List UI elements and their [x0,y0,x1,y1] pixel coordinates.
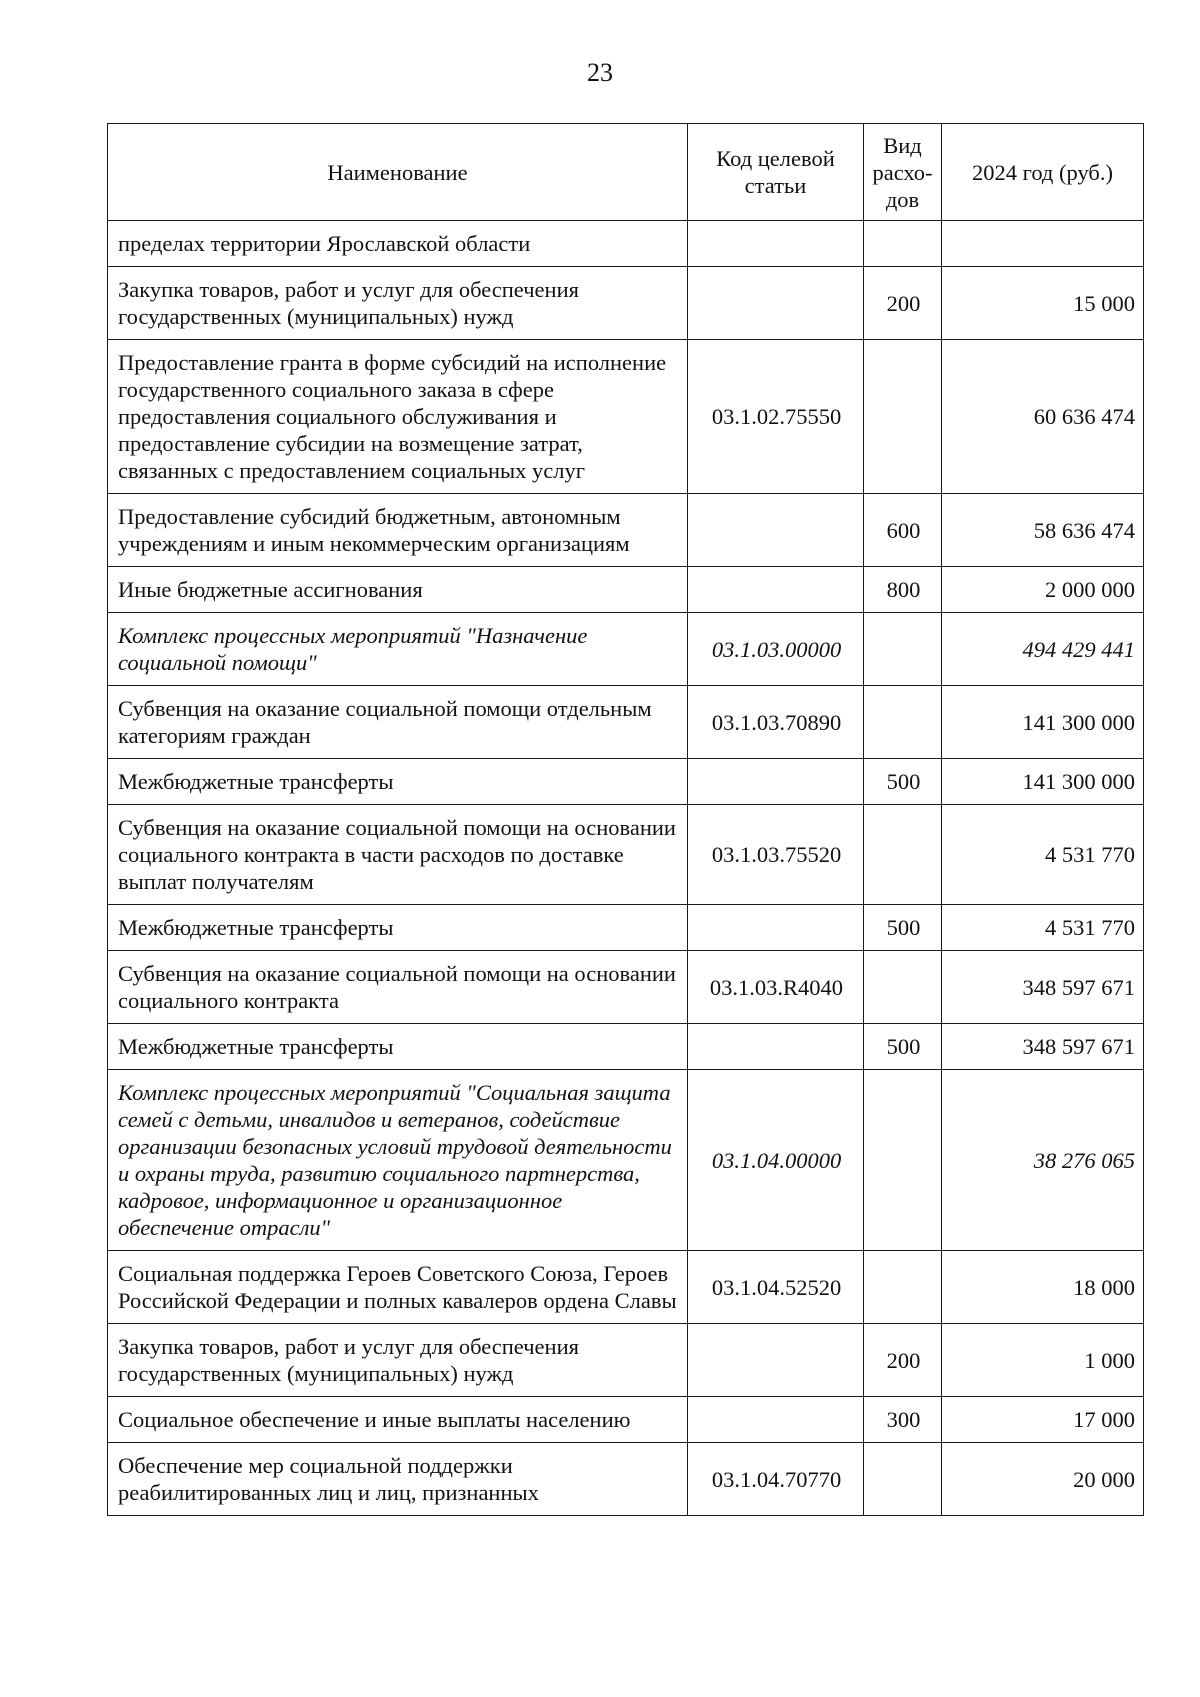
cell-type: 500 [864,1024,942,1070]
cell-code: 03.1.03.00000 [688,613,864,686]
cell-sum: 4 531 770 [942,905,1144,951]
table-row [108,1070,1144,1251]
cell-code [688,1397,864,1443]
cell-sum: 58 636 474 [942,494,1144,567]
cell-name: Социальное обеспечение и иные выплаты населению [108,1397,688,1443]
cell-type [864,340,942,494]
table-row [108,1024,1144,1070]
header-sum: 2024 год (руб.) [942,124,1144,221]
cell-code [688,221,864,267]
table-row [108,805,1144,905]
cell-code [688,494,864,567]
cell-code: 03.1.03.R4040 [688,951,864,1024]
cell-type: 500 [864,759,942,805]
cell-code: 03.1.03.70890 [688,686,864,759]
cell-sum: 348 597 671 [942,1024,1144,1070]
table-row [108,1251,1144,1324]
cell-type [864,686,942,759]
cell-sum: 494 429 441 [942,613,1144,686]
cell-code: 03.1.04.00000 [688,1070,864,1251]
cell-name: Межбюджетные трансферты [108,905,688,951]
table-row [108,951,1144,1024]
table-row [108,613,1144,686]
table-header-row [108,124,1144,221]
cell-sum: 20 000 [942,1443,1144,1516]
cell-type [864,1251,942,1324]
table-row [108,1397,1144,1443]
table-row [108,494,1144,567]
cell-sum: 17 000 [942,1397,1144,1443]
cell-name: Закупка товаров, работ и услуг для обеспечения государственных (муниципальных) нужд [108,267,688,340]
cell-code [688,567,864,613]
cell-type: 600 [864,494,942,567]
cell-sum: 60 636 474 [942,340,1144,494]
cell-type: 200 [864,267,942,340]
budget-table [107,123,1144,1516]
cell-type: 500 [864,905,942,951]
cell-code [688,1024,864,1070]
cell-type [864,613,942,686]
table-row [108,905,1144,951]
cell-code [688,759,864,805]
page-number: 23 [587,58,613,87]
cell-sum: 38 276 065 [942,1070,1144,1251]
cell-type: 300 [864,1397,942,1443]
table-row [108,686,1144,759]
cell-name: Комплекс процессных мероприятий "Назначение социальной помощи" [108,613,688,686]
table-row [108,340,1144,494]
cell-type [864,1070,942,1251]
cell-name: Иные бюджетные ассигнования [108,567,688,613]
table-body [108,221,1144,1516]
table-row [108,267,1144,340]
cell-sum: 1 000 [942,1324,1144,1397]
cell-code: 03.1.04.52520 [688,1251,864,1324]
cell-code: 03.1.04.70770 [688,1443,864,1516]
cell-sum: 4 531 770 [942,805,1144,905]
cell-sum: 2 000 000 [942,567,1144,613]
cell-name: Субвенция на оказание социальной помощи на основании социального контракта [108,951,688,1024]
cell-name: Межбюджетные трансферты [108,759,688,805]
table-row [108,1443,1144,1516]
cell-type: 800 [864,567,942,613]
cell-type: 200 [864,1324,942,1397]
cell-type [864,805,942,905]
cell-sum: 18 000 [942,1251,1144,1324]
table-row [108,759,1144,805]
cell-type [864,221,942,267]
cell-name: Закупка товаров, работ и услуг для обеспечения государственных (муниципальных) нужд [108,1324,688,1397]
cell-sum [942,221,1144,267]
cell-name: Комплекс процессных мероприятий "Социальная защита семей с детьми, инвалидов и ветеранов, содействие организации безопасных условий трудовой деятельности и охраны труда, развитию социального партнерства, кадровое, информационное и организационное обеспечение отрасли" [108,1070,688,1251]
cell-sum: 141 300 000 [942,686,1144,759]
cell-code: 03.1.03.75520 [688,805,864,905]
cell-sum: 15 000 [942,267,1144,340]
cell-name: Обеспечение мер социальной поддержки реабилитированных лиц и лиц, признанных [108,1443,688,1516]
table-row [108,567,1144,613]
cell-name: Социальная поддержка Героев Советского Союза, Героев Российской Федерации и полных кавалеров ордена Славы [108,1251,688,1324]
cell-code [688,905,864,951]
header-code: Код целевой статьи [688,124,864,221]
cell-name: Предоставление гранта в форме субсидий на исполнение государственного социального заказа в сфере предоставления социального обслуживания и предоставление субсидии на возмещение затрат, связанных с предоставлением социальных услуг [108,340,688,494]
header-type: Вид расхо-дов [864,124,942,221]
cell-name: Субвенция на оказание социальной помощи на основании социального контракта в части расходов по доставке выплат получателям [108,805,688,905]
cell-name: Субвенция на оказание социальной помощи отдельным категориям граждан [108,686,688,759]
cell-code: 03.1.02.75550 [688,340,864,494]
table-row [108,1324,1144,1397]
cell-type [864,951,942,1024]
cell-name: Предоставление субсидий бюджетным, автономным учреждениям и иным некоммерческим организациям [108,494,688,567]
cell-code [688,1324,864,1397]
header-name: Наименование [108,124,688,221]
cell-sum: 348 597 671 [942,951,1144,1024]
cell-sum: 141 300 000 [942,759,1144,805]
cell-name: Межбюджетные трансферты [108,1024,688,1070]
table-row [108,221,1144,267]
cell-code [688,267,864,340]
cell-type [864,1443,942,1516]
cell-name: пределах территории Ярославской области [108,221,688,267]
